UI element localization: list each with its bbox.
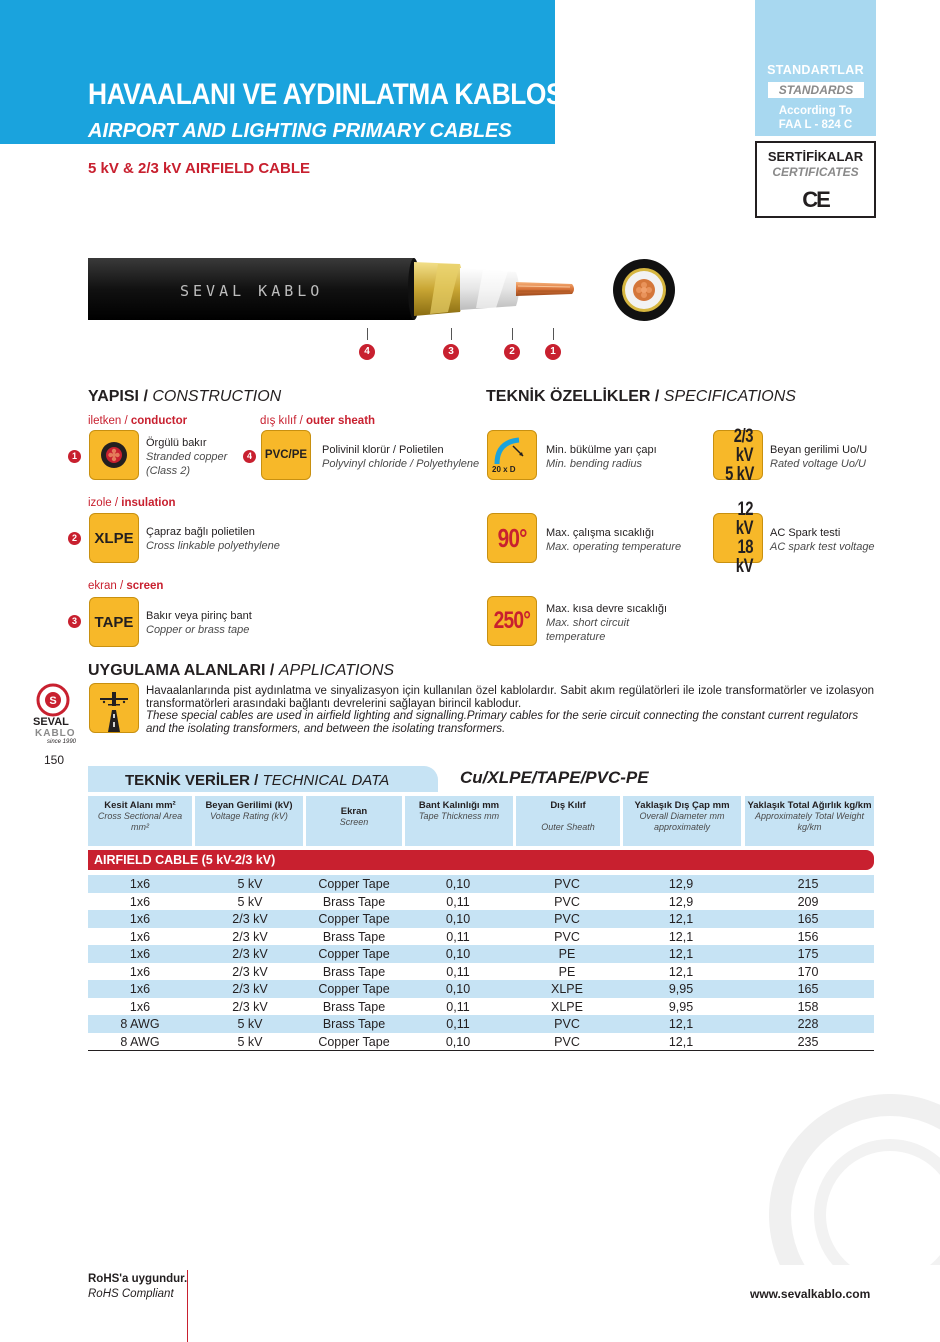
short-circuit-temp-text: 250° xyxy=(493,607,531,634)
table-cell: 170 xyxy=(797,964,819,979)
cable-code: Cu/XLPE/TAPE/PVC-PE xyxy=(460,768,649,787)
table-cell: 12,9 xyxy=(668,894,694,909)
header-tr: Beyan Gerilimi (kV) xyxy=(205,800,293,811)
table-row xyxy=(88,1033,874,1051)
table-cell: PE xyxy=(558,964,576,979)
table-cell: 1x6 xyxy=(129,982,151,996)
header-tr: Kesit Alanı mm² xyxy=(104,800,176,811)
svg-text:S: S xyxy=(49,695,57,707)
insulation-icon-text: XLPE xyxy=(94,529,134,547)
callout-leader xyxy=(451,328,452,340)
table-header-cell xyxy=(745,796,874,846)
standards-box xyxy=(755,0,876,136)
callout-leader xyxy=(367,328,368,340)
table-cell: XLPE xyxy=(551,982,583,996)
desc-en-2: temperature xyxy=(546,631,606,643)
desc-en: AC spark test voltage xyxy=(770,541,875,553)
category-screen: ekran / screen xyxy=(88,580,164,592)
callout-number: 1 xyxy=(545,344,561,360)
table-cell: 0,10 xyxy=(445,1034,471,1049)
airplane-runway-icon xyxy=(89,683,139,733)
table-header-cell xyxy=(306,796,402,846)
table-cell: Brass Tape xyxy=(322,929,386,944)
table-cell: 12,1 xyxy=(668,964,694,979)
desc-en: Max. operating temperature xyxy=(546,541,682,553)
table-cell: 12,9 xyxy=(668,877,694,891)
desc-en: Polyvinyl chloride / Polyethylene xyxy=(322,458,480,470)
applications-title-tr: UYGULAMA ALANLARI xyxy=(88,662,266,679)
watermark-logo-icon xyxy=(760,1085,940,1270)
table-cell: 158 xyxy=(797,999,819,1014)
table-cell: 5 kV xyxy=(237,1017,263,1031)
desc-en: Stranded copper xyxy=(146,451,228,463)
table-row xyxy=(88,963,874,981)
table-header-cell xyxy=(623,796,741,846)
specifications-title-tr: TEKNİK ÖZELLİKLER xyxy=(486,388,651,405)
header-tr: Dış Kılıf xyxy=(550,800,586,811)
product-subtitle: 5 kV & 2/3 kV AIRFIELD CABLE xyxy=(88,160,310,177)
table-cell: 5 kV xyxy=(237,877,263,891)
desc-en: Cross linkable polyethylene xyxy=(146,540,280,552)
desc-tr: Bakır veya pirinç bant xyxy=(146,610,252,622)
table-cell: 1x6 xyxy=(129,929,151,944)
table-cell: 1x6 xyxy=(129,999,151,1014)
table-cell: Copper Tape xyxy=(318,877,390,891)
seval-kablo-logo xyxy=(33,683,83,748)
category-label-en: outer sheath xyxy=(306,415,376,427)
short-circuit-temp-icon xyxy=(487,596,537,646)
table-cell: 0,10 xyxy=(445,982,471,996)
table-cell: 12,1 xyxy=(668,1017,694,1031)
table-cell: 1x6 xyxy=(129,947,151,961)
callout-leader xyxy=(512,328,513,340)
table-cell: 165 xyxy=(797,912,819,926)
cable-print-text: SEVAL KABLO xyxy=(180,282,324,300)
table-header-cell xyxy=(88,796,192,846)
technical-data-title-en: TECHNICAL DATA xyxy=(262,772,390,789)
table-cell: 215 xyxy=(797,877,819,891)
table-cell: Copper Tape xyxy=(318,982,390,996)
table-cell: PVC xyxy=(554,929,580,944)
table-cell: PVC xyxy=(554,1034,580,1049)
applications-text xyxy=(146,685,874,735)
operating-temp-text: 90° xyxy=(497,522,527,553)
logo-since: since 1990 xyxy=(47,739,77,745)
table-cell: 0,11 xyxy=(446,929,470,944)
applications-text-en: These special cables are used in airfield lighting and signalling.Primary cables for the serie circuit connecting the constant current regulators and the isolating transformers, and between the isolating transformers. xyxy=(146,710,859,735)
table-cell: 2/3 kV xyxy=(232,964,268,979)
standards-line-2: FAA L - 824 C xyxy=(778,119,853,131)
specifications-title: TEKNİK ÖZELLİKLER / SPECIFICATIONS xyxy=(486,388,796,405)
table-cell: 5 kV xyxy=(237,894,263,909)
table-cell: 1x6 xyxy=(129,877,151,891)
table-cell: 2/3 kV xyxy=(232,982,268,996)
table-cell: Brass Tape xyxy=(322,999,386,1014)
header-tr: Yaklaşık Total Ağırlık kg/km xyxy=(747,800,872,811)
table-header-cell xyxy=(516,796,620,846)
construction-number: 3 xyxy=(68,615,81,628)
table-cell: 175 xyxy=(797,947,819,961)
rohs-tr: RoHS'a uygundur. xyxy=(88,1273,188,1285)
table-cell: 1x6 xyxy=(129,964,151,979)
header-en: Outer Sheath xyxy=(541,822,595,832)
page-number: 150 xyxy=(44,753,65,767)
desc-tr: Polivinil klorür / Polietilen xyxy=(322,444,444,456)
table-row xyxy=(88,875,874,893)
standards-value xyxy=(755,104,876,132)
standards-line-1: According To xyxy=(778,105,853,117)
table-cell: 2/3 kV xyxy=(232,912,268,926)
callout-number: 4 xyxy=(359,344,375,360)
page-title: HAVAALANI VE AYDINLATMA KABLOSU xyxy=(88,78,582,111)
table-cell: PVC xyxy=(554,877,580,891)
table-cell: 0,11 xyxy=(446,964,470,979)
table-cell: Brass Tape xyxy=(322,1017,386,1031)
table-cell: 2/3 kV xyxy=(232,947,268,961)
header-tr: Ekran xyxy=(340,806,368,817)
table-cell: Copper Tape xyxy=(318,912,390,926)
table-bottom-rule xyxy=(88,1050,874,1051)
table-row xyxy=(88,928,874,946)
table-cell: 12,1 xyxy=(668,912,694,926)
category-label-tr: ekran xyxy=(88,580,117,592)
desc-en-2: (Class 2) xyxy=(146,465,191,477)
table-cell: 5 kV xyxy=(237,1034,263,1049)
category-label-tr: izole xyxy=(88,497,112,509)
technical-data-tab: TEKNİK VERİLER / TECHNICAL DATA xyxy=(88,766,438,792)
table-cell: 1x6 xyxy=(129,894,151,909)
header-en: Screen xyxy=(339,817,369,827)
applications-title: UYGULAMA ALANLARI / APPLICATIONS xyxy=(88,662,395,679)
standards-title: STANDARTLAR xyxy=(767,63,864,77)
table-header-cell xyxy=(405,796,513,846)
table-cell: 1x6 xyxy=(129,912,151,926)
desc-tr: Örgülü bakır xyxy=(146,437,207,449)
table-row xyxy=(88,998,874,1016)
desc-tr: AC Spark testi xyxy=(770,527,841,539)
insulation-icon xyxy=(89,513,139,563)
construction-desc xyxy=(146,436,227,478)
table-cell: 2/3 kV xyxy=(232,999,268,1014)
table-cell: 12,1 xyxy=(668,947,694,961)
construction-title-tr: YAPISI xyxy=(88,388,139,405)
website-link[interactable]: www.sevalkablo.com xyxy=(750,1287,871,1301)
table-cell: 235 xyxy=(797,1034,819,1049)
category-outer-sheath: dış kılıf / outer sheath xyxy=(260,415,376,427)
table-cell: 2/3 kV xyxy=(232,929,268,944)
header-en: Overall Diameter mm approximately xyxy=(639,811,725,832)
sheath-icon-text: PVC/PE xyxy=(264,449,308,461)
table-cell: 209 xyxy=(797,894,819,909)
desc-en: Min. bending radius xyxy=(546,458,643,470)
callout-number: 3 xyxy=(443,344,459,360)
table-cell: 156 xyxy=(797,929,819,944)
table-cell: Copper Tape xyxy=(318,947,390,961)
page-title-english: AIRPORT AND LIGHTING PRIMARY CABLES xyxy=(88,120,512,142)
construction-number: 4 xyxy=(243,450,256,463)
table-cell: Copper Tape xyxy=(318,1034,390,1049)
table-cell: 8 AWG xyxy=(120,1034,160,1049)
table-row xyxy=(88,1015,874,1033)
cable-illustration xyxy=(88,258,588,320)
spec-desc xyxy=(770,443,867,471)
applications-text-tr: Havaalanlarında pist aydınlatma ve sinyalizasyon için kullanılan özel kablolardır. Sabit akım regülatörleri ile izole transformatörler ve izolasyon transformatörleri arasındaki bağlantı devrelerini sağlayan birincil kablodur. xyxy=(146,685,874,710)
table-cell: XLPE xyxy=(551,999,583,1014)
cable-cross-section-icon xyxy=(612,258,676,327)
table-row xyxy=(88,893,874,911)
table-cell: Brass Tape xyxy=(322,964,386,979)
construction-number: 2 xyxy=(68,532,81,545)
table-cell: PVC xyxy=(554,1017,580,1031)
table-cell: 9,95 xyxy=(668,982,694,996)
certificates-title: SERTİFİKALAR xyxy=(767,149,864,164)
desc-tr: Çapraz bağlı polietilen xyxy=(146,526,255,538)
table-cell: PVC xyxy=(554,894,580,909)
voltage-line-2: 5 kV xyxy=(724,463,754,485)
construction-title: YAPISI / CONSTRUCTION xyxy=(88,388,282,405)
certificates-box xyxy=(755,141,876,218)
callout-leader xyxy=(553,328,554,340)
desc-tr: Beyan gerilimi Uo/U xyxy=(770,444,868,456)
spec-desc xyxy=(546,443,657,471)
table-row xyxy=(88,945,874,963)
operating-temp-icon xyxy=(487,513,537,563)
spec-desc xyxy=(546,602,667,644)
table-group-label: AIRFIELD CABLE (5 kV-2/3 kV) xyxy=(94,853,276,867)
logo-name: SEVAL xyxy=(33,716,69,728)
header-en: Approximately Total Weight kg/km xyxy=(754,811,865,832)
logo-name-2: KABLO xyxy=(35,728,76,739)
rohs-en: RoHS Compliant xyxy=(88,1288,174,1300)
table-cell: 12,1 xyxy=(668,1034,694,1049)
table-cell: 0,10 xyxy=(445,912,471,926)
ce-mark-icon: CE xyxy=(802,187,829,212)
table-cell: 9,95 xyxy=(668,999,694,1014)
table-cell: 0,10 xyxy=(445,947,471,961)
rated-voltage-icon xyxy=(713,425,763,485)
spark-line-2: 18 kV xyxy=(735,537,754,577)
table-row xyxy=(88,980,874,998)
voltage-line-1: 2/3 kV xyxy=(733,425,754,466)
category-label-tr: dış kılıf xyxy=(260,415,297,427)
rohs-note xyxy=(88,1272,187,1302)
stranded-conductor-icon xyxy=(89,430,139,480)
spark-test-icon xyxy=(713,499,763,577)
certificates-title-english: CERTIFICATES xyxy=(772,165,859,179)
construction-number: 1 xyxy=(68,450,81,463)
header-tr: Yaklaşık Dış Çap mm xyxy=(634,800,730,811)
desc-tr: Max. kısa devre sıcaklığı xyxy=(546,603,668,615)
sheath-icon xyxy=(261,430,311,480)
screen-icon xyxy=(89,597,139,647)
category-label-tr: iletken xyxy=(88,415,122,427)
desc-tr: Min. bükülme yarı çapı xyxy=(546,444,657,456)
construction-desc xyxy=(146,525,280,553)
table-cell: 8 AWG xyxy=(120,1017,160,1031)
spark-line-1: 12 kV xyxy=(735,499,754,539)
table-cell: 0,11 xyxy=(446,894,470,909)
technical-data-title-tr: TEKNİK VERİLER xyxy=(125,772,251,789)
table-group-band xyxy=(88,850,874,870)
bending-radius-icon xyxy=(487,430,537,480)
screen-icon-text: TAPE xyxy=(94,613,134,631)
category-label-en: insulation xyxy=(121,497,176,509)
table-cell: 12,1 xyxy=(668,929,694,944)
standards-title-english: STANDARDS xyxy=(768,82,864,98)
spec-desc xyxy=(770,526,875,554)
bending-radius-text: 20 x D xyxy=(492,465,516,474)
table-cell: 0,11 xyxy=(446,1017,470,1031)
construction-title-en: CONSTRUCTION xyxy=(152,388,282,405)
category-label-en: screen xyxy=(126,580,164,592)
desc-tr: Max. çalışma sıcaklığı xyxy=(546,527,655,539)
table-cell: 0,11 xyxy=(446,999,470,1014)
table-cell: 165 xyxy=(797,982,819,996)
table-cell: 0,10 xyxy=(445,877,471,891)
header-tr: Bant Kalınlığı mm xyxy=(418,800,500,811)
table-cell: Brass Tape xyxy=(322,894,386,909)
category-conductor: iletken / conductor xyxy=(88,415,188,427)
header-en: Tape Thickness mm xyxy=(418,811,500,821)
table-cell: 228 xyxy=(797,1017,819,1031)
header-en: Cross Sectional Area mm² xyxy=(97,811,183,832)
callout-number: 2 xyxy=(504,344,520,360)
table-header-cell xyxy=(195,796,303,846)
construction-desc xyxy=(322,443,479,471)
specifications-title-en: SPECIFICATIONS xyxy=(663,388,796,405)
applications-title-en: APPLICATIONS xyxy=(278,662,395,679)
table-cell: PE xyxy=(558,947,576,961)
category-label-en: conductor xyxy=(130,415,188,427)
desc-en: Max. short circuit xyxy=(546,617,630,629)
desc-en: Copper or brass tape xyxy=(146,624,250,636)
table-cell: PVC xyxy=(554,912,580,926)
desc-en: Rated voltage Uo/U xyxy=(770,458,866,470)
construction-desc xyxy=(146,609,252,637)
table-row xyxy=(88,910,874,928)
cable-drawing-icon xyxy=(88,258,588,320)
spec-desc xyxy=(546,526,681,554)
header-en: Voltage Rating (kV) xyxy=(210,811,288,821)
category-insulation: izole / insulation xyxy=(88,497,176,509)
